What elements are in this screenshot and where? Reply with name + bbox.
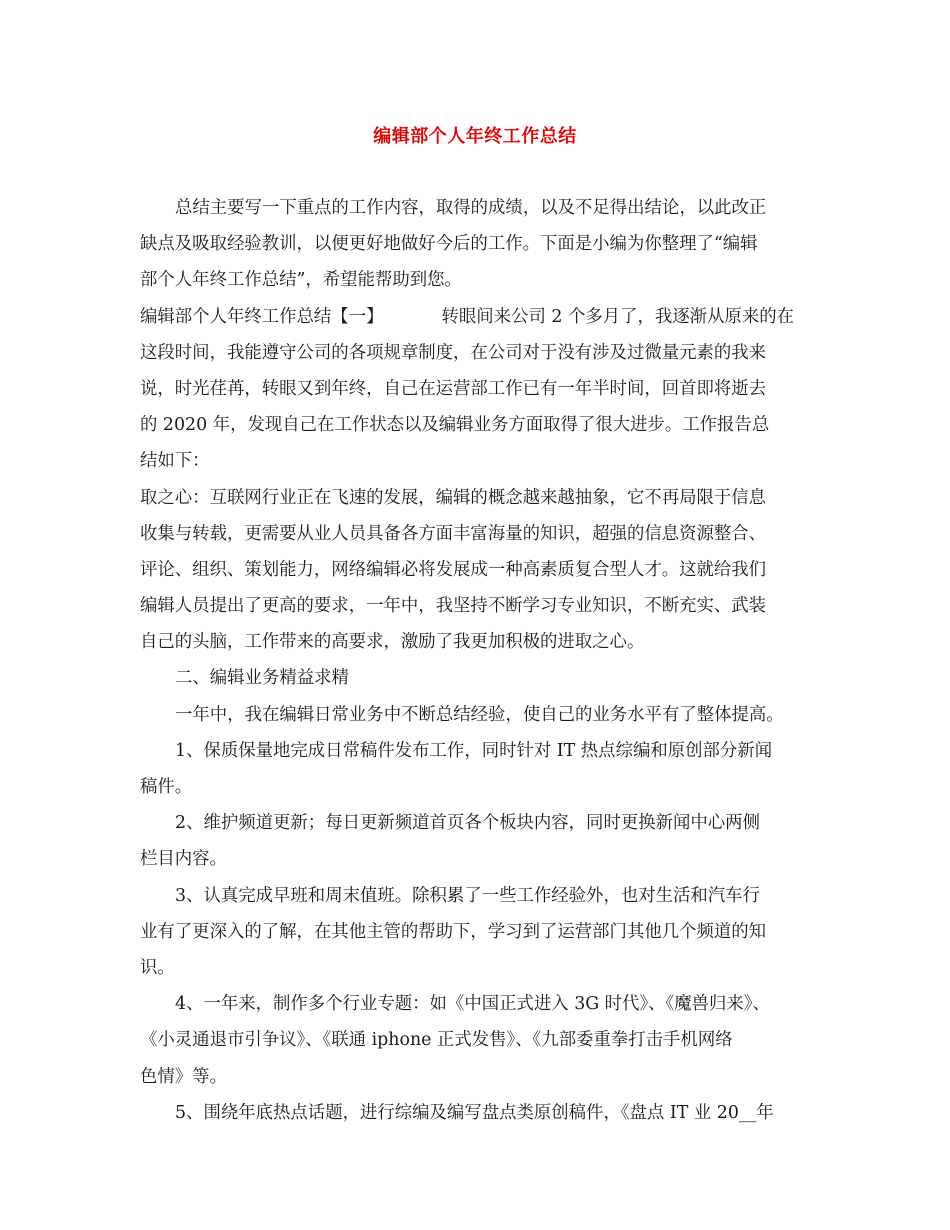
list-item-line: 2、维护频道更新；每日更新频道首页各个板块内容，同时更换新闻中心两侧: [175, 813, 760, 834]
paragraph-line: 部个人年终工作总结”，希望能帮助到您。: [140, 270, 462, 291]
paragraph-line: 取之心：互联网行业正在飞速的发展，编辑的概念越来越抽象，它不再局限于信息: [140, 487, 767, 508]
document-body: [140, 190, 812, 1131]
paragraph-line: 自己的头脑，工作带来的高要求，激励了我更加积极的进取之心。: [140, 632, 645, 653]
list-item-line: 3、认真完成早班和周末值班。除积累了一些工作经验外，也对生活和汽车行: [175, 885, 760, 906]
subheading-line: 二、编辑业务精益求精: [175, 668, 349, 689]
paragraph-line: 总结主要写一下重点的工作内容，取得的成绩，以及不足得出结论，以此改正: [175, 198, 767, 218]
paragraph-line: 收集与转载，更需要从业人员具备各方面丰富海量的知识，超强的信息资源整合、: [140, 523, 767, 544]
paragraph-line: 编辑人员提出了更高的要求，一年中，我坚持不断学习专业知识，不断充实、武装: [140, 596, 767, 617]
list-item-line: 5、围绕年底热点话题，进行综编及编写盘点类原创稿件，《盘点 IT 业 20__年: [175, 1102, 774, 1123]
paragraph-line: 色情》等。: [140, 1066, 227, 1087]
section-heading-line: [140, 299, 812, 335]
paragraph-line: 识。: [140, 957, 175, 978]
list-item-line: 1、保质保量地完成日常稿件发布工作，同时针对 IT 热点综编和原创部分新闻: [175, 740, 773, 761]
list-item-line: 4、一年来，制作多个行业专题：如《中国正式进入 3G 时代》、《魔兽归来》、: [175, 994, 770, 1015]
paragraph-line: 业有了更深入的了解，在其他主管的帮助下，学习到了运营部门其他几个频道的知: [140, 921, 767, 942]
paragraph-line: 缺点及吸取经验教训，以便更好地做好今后的工作。下面是小编为你整理了“编辑: [140, 234, 758, 255]
paragraph-line: 的 2020 年，发现自己在工作状态以及编辑业务方面取得了很大进步。工作报告总: [140, 415, 770, 436]
paragraph-line: 一年中，我在编辑日常业务中不断总结经验，使自己的业务水平有了整体提高。: [175, 704, 784, 725]
paragraph-line: 稿件。: [140, 777, 193, 797]
section-heading: 编辑部个人年终工作总结【一】: [140, 306, 384, 327]
paragraph-line: 这段时间，我能遵守公司的各项规章制度，在公司对于没有涉及过微量元素的我来: [140, 342, 767, 363]
paragraph-text: 转眼间来公司 2 个多月了，我逐渐从原来的在: [441, 306, 795, 327]
paragraph-line: 评论、组织、策划能力，网络编辑必将发展成一种高素质复合型人才。这就给我们: [140, 559, 767, 580]
paragraph-line: 说，时光荏苒，转眼又到年终，自己在运营部工作已有一年半时间，回首即将逝去: [140, 378, 767, 399]
document-title: 编辑部个人年终工作总结: [373, 126, 577, 147]
paragraph-line: 《小灵通退市引争议》、《联通 iphone 正式发售》、《九部委重拳打击手机网络: [140, 1030, 733, 1051]
paragraph-line: 结如下：: [140, 451, 210, 472]
paragraph-line: 栏目内容。: [140, 849, 227, 870]
